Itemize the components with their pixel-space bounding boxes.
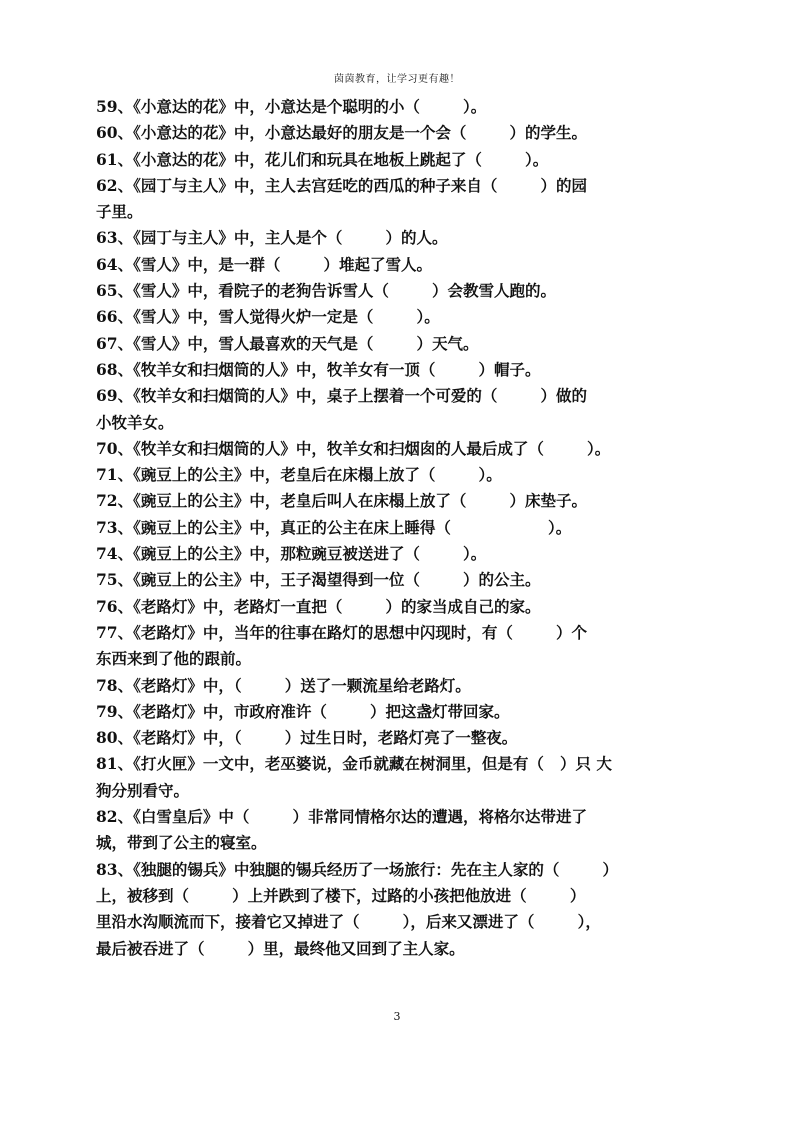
question-line: 79、《老路灯》中，市政府准许（ ）把这盏灯带回家。 (96, 701, 510, 721)
question-line: 子里。 (96, 202, 143, 222)
question-item (96, 620, 702, 673)
question-line: 60、《小意达的花》中，小意达最好的朋友是一个会（ ）的学生。 (96, 123, 587, 143)
question-line: 77、《老路灯》中，当年的往事在路灯的思想中闪现时，有（ ）个 (96, 622, 587, 642)
question-item (96, 173, 702, 226)
question-line: 69、《牧羊女和扫烟筒的人》中，桌子上摆着一个可爱的（ ）做的 (96, 386, 587, 406)
question-item (96, 699, 702, 725)
question-line: 78、《老路灯》中，（ ）送了一颗流星给老路灯。 (96, 675, 471, 695)
question-line: 东西来到了他的跟前。 (96, 649, 252, 669)
question-line: 64、《雪人》中，是一群（ ）堆起了雪人。 (96, 254, 432, 274)
question-item (96, 488, 702, 514)
question-line: 城，带到了公主的寝室。 (96, 833, 267, 853)
question-item (96, 94, 702, 120)
question-item (96, 515, 702, 541)
question-line: 65、《雪人》中，看院子的老狗告诉雪人（ ）会教雪人跑的。 (96, 281, 556, 301)
question-item (96, 567, 702, 593)
question-item (96, 725, 702, 751)
question-item (96, 278, 702, 304)
question-item (96, 804, 702, 857)
question-line: 61、《小意达的花》中，花儿们和玩具在地板上跳起了（ ）。 (96, 149, 549, 169)
question-item (96, 751, 702, 804)
question-line: 81、《打火匣》一文中，老巫婆说，金币就藏在树洞里，但是有（ ）只 大 (96, 754, 612, 774)
question-line: 73、《豌豆上的公主》中，真正的公主在床上睡得（ ）。 (96, 517, 572, 537)
question-line: 83、《独腿的锡兵》中独腿的锡兵经历了一场旅行：先在主人家的（ ） (96, 859, 618, 879)
question-item (96, 383, 702, 436)
question-line: 75、《豌豆上的公主》中，王子渴望得到一位（ ）的公主。 (96, 570, 541, 590)
question-item (96, 331, 702, 357)
question-line: 80、《老路灯》中，（ ）过生日时，老路灯亮了一整夜。 (96, 728, 518, 748)
question-line: 72、《豌豆上的公主》中，老皇后叫人在床榻上放了（ ）床垫子。 (96, 491, 587, 511)
question-line: 70、《牧羊女和扫烟筒的人》中，牧羊女和扫烟囱的人最后成了（ ）。 (96, 438, 611, 458)
question-line: 里沿水沟顺流而下，接着它又掉进了（ ），后来又漂进了（ ）， (96, 912, 601, 932)
question-item (96, 147, 702, 173)
question-item (96, 857, 702, 962)
question-item (96, 304, 702, 330)
question-item (96, 594, 702, 620)
question-line: 62、《园丁与主人》中，主人去宫廷吃的西瓜的种子来自（ ）的园 (96, 175, 587, 195)
question-item (96, 225, 702, 251)
question-line: 66、《雪人》中，雪人觉得火炉一定是（ ）。 (96, 307, 440, 327)
question-item (96, 462, 702, 488)
question-item (96, 541, 702, 567)
question-item (96, 357, 702, 383)
page-header: 茵茵教育，让学习更有趣！ (334, 74, 460, 85)
question-line: 上，被移到（ ）上并跌到了楼下，过路的小孩把他放进（ ） (96, 885, 586, 905)
question-line: 63、《园丁与主人》中，主人是个（ ）的人。 (96, 228, 448, 248)
question-list (96, 94, 702, 962)
question-item (96, 436, 702, 462)
question-line: 狗分别看守。 (96, 780, 190, 800)
question-line: 68、《牧羊女和扫烟筒的人》中，牧羊女有一顶（ ）帽子。 (96, 359, 541, 379)
question-line: 最后被吞进了（ ）里，最终他又回到了主人家。 (96, 938, 465, 958)
question-item (96, 252, 702, 278)
question-line: 小牧羊女。 (96, 412, 174, 432)
question-line: 82、《白雪皇后》中（ ）非常同情格尔达的遭遇，将格尔达带进了 (96, 807, 587, 827)
page-number: 3 (393, 1010, 401, 1023)
question-line: 76、《老路灯》中，老路灯一直把（ ）的家当成自己的家。 (96, 596, 541, 616)
question-item (96, 673, 702, 699)
question-line: 74、《豌豆上的公主》中，那粒豌豆被送进了（ ）。 (96, 544, 487, 564)
question-line: 71、《豌豆上的公主》中，老皇后在床榻上放了（ ）。 (96, 465, 502, 485)
question-item (96, 120, 702, 146)
question-line: 59、《小意达的花》中，小意达是个聪明的小（ ）。 (96, 97, 487, 116)
question-line: 67、《雪人》中，雪人最喜欢的天气是（ ）天气。 (96, 333, 479, 353)
